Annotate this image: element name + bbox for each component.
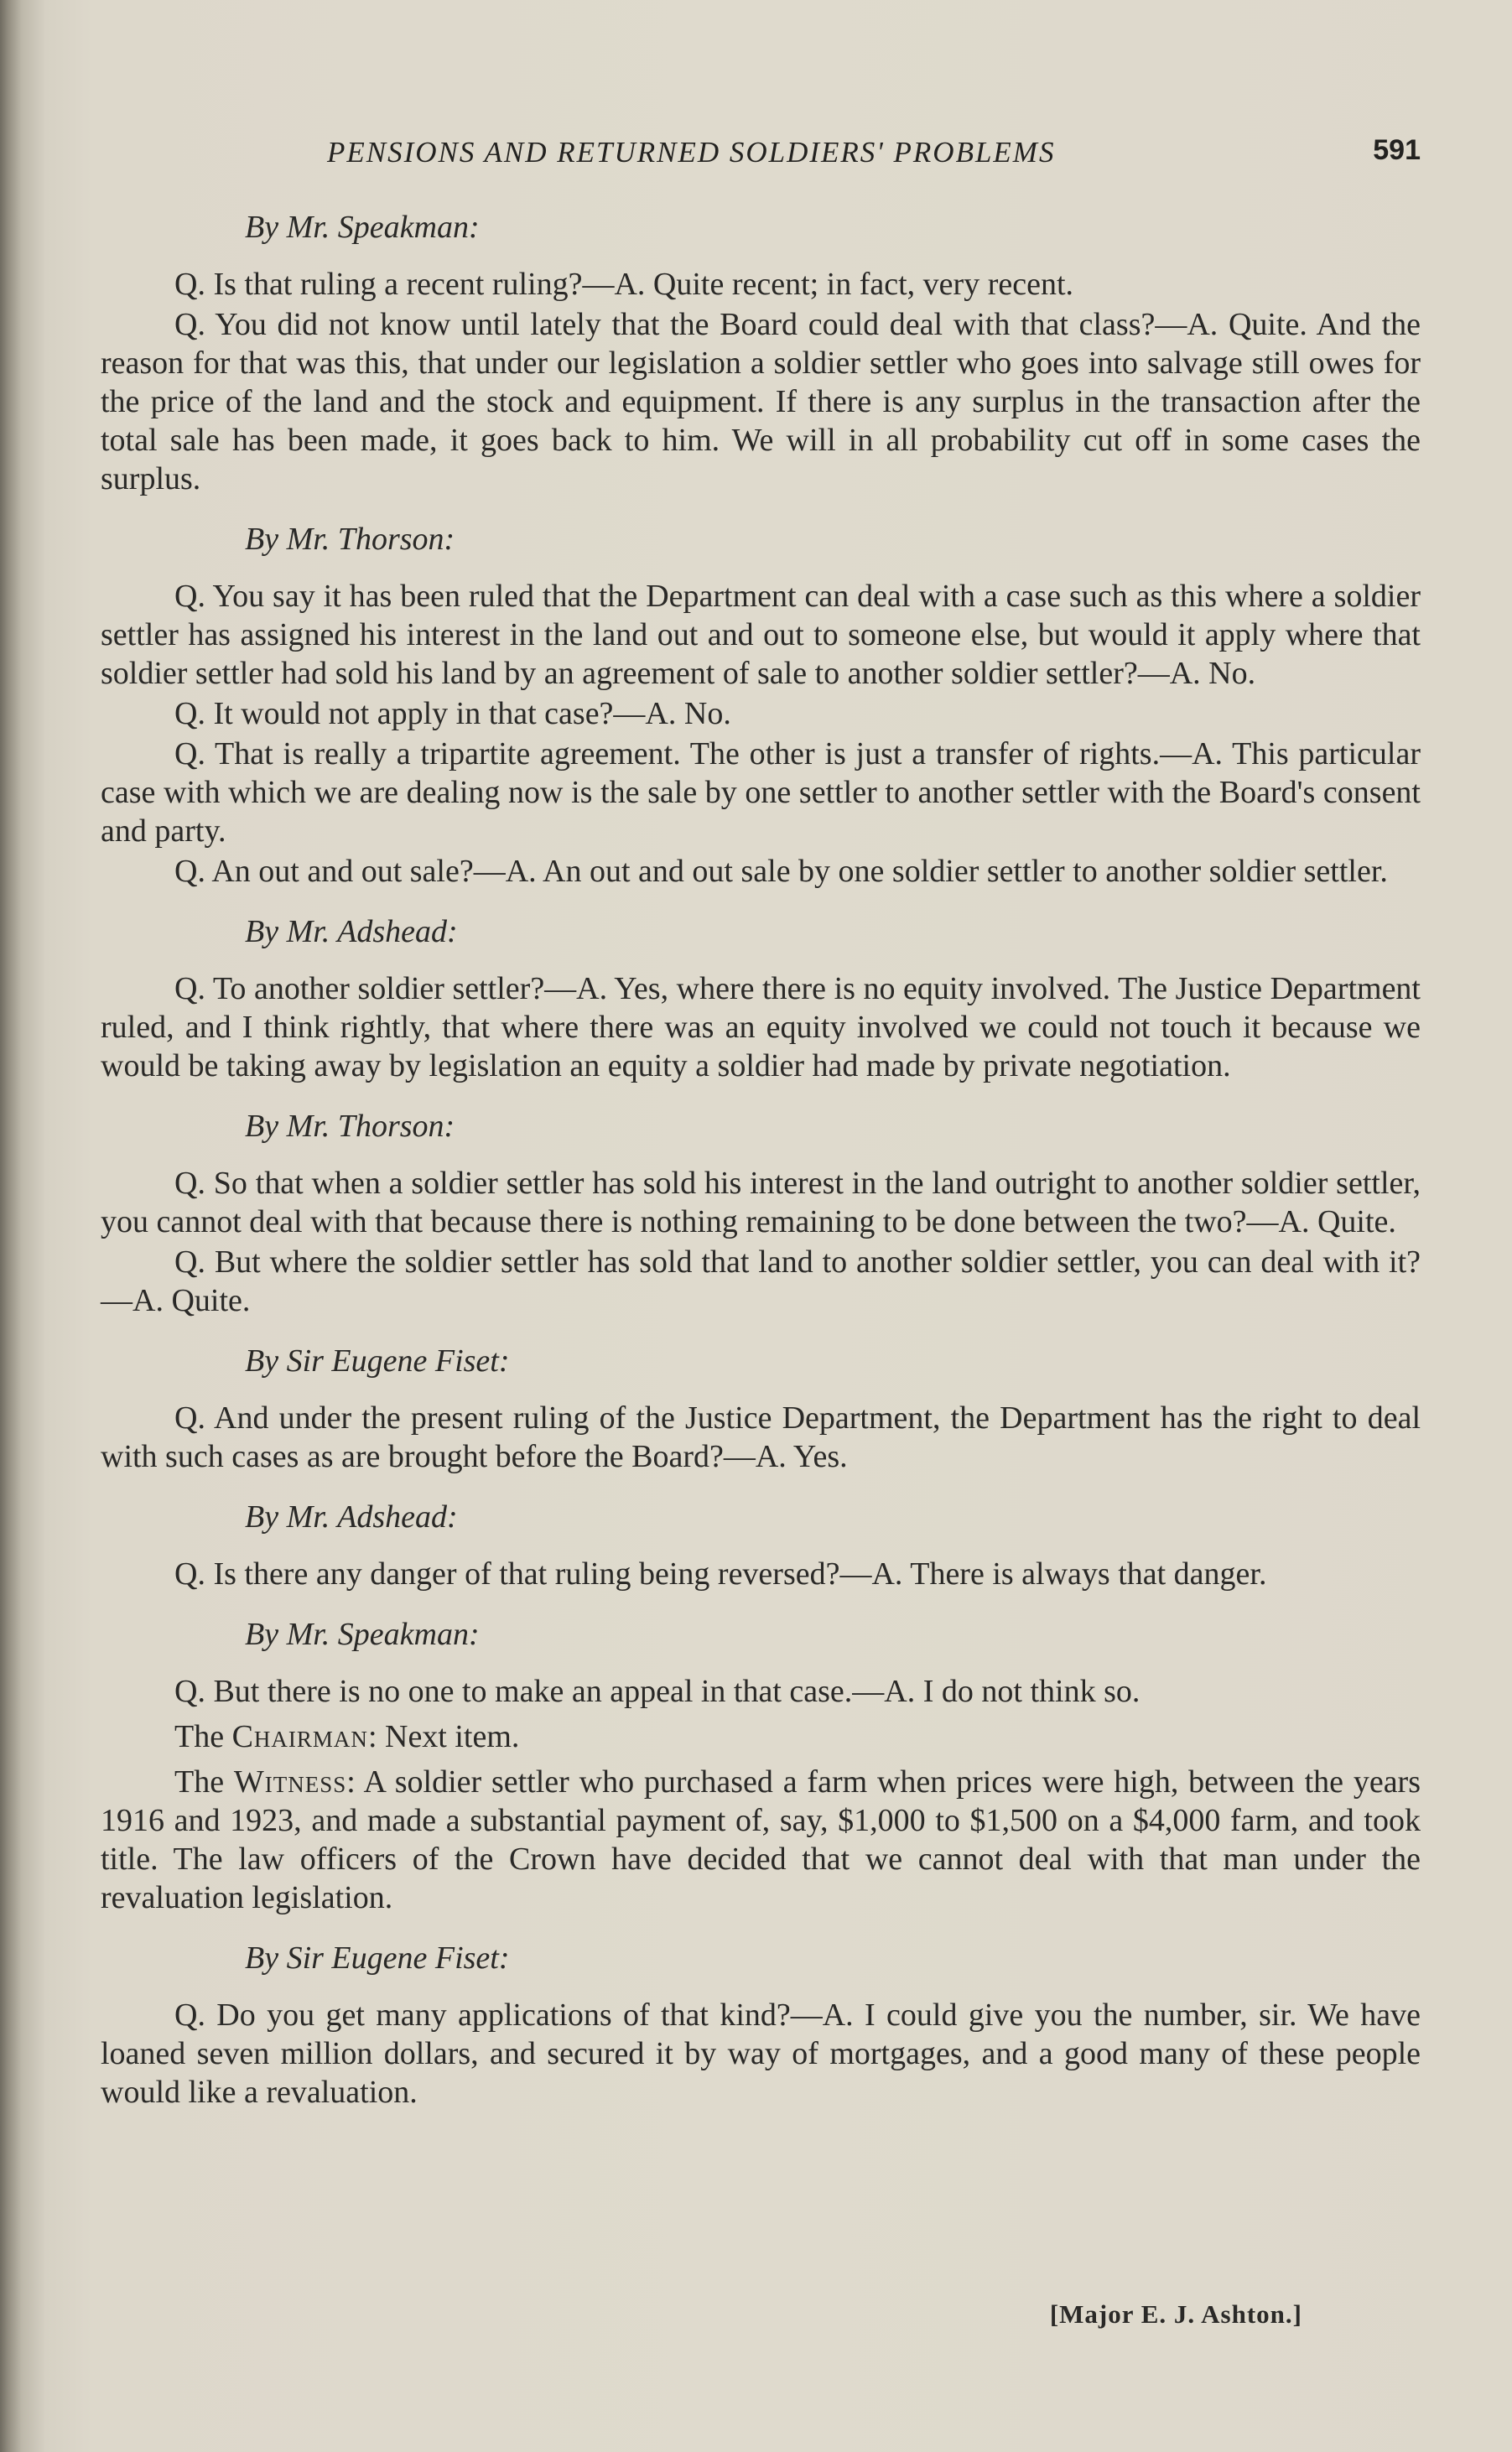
paragraph: Q. You say it has been ruled that the Department can deal with a case such as this where a soldier settler has assigned his interest in the land out and out to someone else, but would it apply where that soldier settler had sold his land by an agreement of sale to another soldier settler?—A. No.	[101, 579, 1421, 691]
section-8	[101, 1939, 1421, 2112]
paragraph: Q. But where the soldier settler has sold that land to another soldier settler, you can deal with it?—A. Quite.	[101, 1244, 1421, 1318]
speaker-heading: By Mr. Thorson:	[245, 522, 455, 557]
chairman-statement	[101, 1717, 1421, 1756]
paragraph: Q. You did not know until lately that the Board could deal with that class?—A. Quite. And the reason for that was this, that under our legislation a soldier settler who goes into salvage still owes for the price of the land and the stock and equipment. If there is any surplus in the transaction after the total sale has been made, it goes back to him. We will in all probability cut off in some cases the surplus.	[101, 307, 1421, 496]
paragraph: Q. An out and out sale?—A. An out and out sale by one soldier settler to another soldier settler.	[174, 854, 1388, 889]
paragraph: Q. Is there any danger of that ruling being reversed?—A. There is always that danger.	[174, 1556, 1267, 1592]
speaker-heading: By Mr. Speakman:	[245, 210, 480, 245]
paragraph: Q. It would not apply in that case?—A. No.	[174, 696, 731, 731]
running-head-title: PENSIONS AND RETURNED SOLDIERS' PROBLEMS	[327, 136, 1056, 169]
speaker-heading: By Mr. Speakman:	[245, 1617, 480, 1652]
paragraph: Q. Is that ruling a recent ruling?—A. Quite recent; in fact, very recent.	[174, 267, 1074, 302]
witness-prefix: The	[174, 1764, 225, 1800]
speaker-heading: By Sir Eugene Fiset:	[245, 1940, 510, 1976]
page-number: 591	[1373, 134, 1421, 166]
witness-statement	[101, 1763, 1421, 1917]
section-2	[101, 520, 1421, 891]
paragraph: Q. But there is no one to make an appeal in that case.—A. I do not think so.	[174, 1674, 1140, 1709]
chairman-prefix: The	[174, 1719, 225, 1754]
section-3	[101, 912, 1421, 1085]
witness-signature: [Major E. J. Ashton.]	[1049, 2299, 1302, 2329]
paragraph: Q. And under the present ruling of the Justice Department, the Department has the right to deal with such cases as are brought before the Board?—A. Yes.	[101, 1400, 1421, 1474]
running-head	[101, 136, 1421, 176]
witness-text: : A soldier settler who purchased a farm when prices were high, between the years 1916 and 1923, and made a substantial payment of, say, $1,000 to $1,500 on a $4,000 farm, and took title. The law officers of the Crown have decided that we cannot deal with that man under the revaluation legislation.	[101, 1764, 1421, 1915]
document-body	[101, 208, 1421, 2133]
paragraph: Q. Do you get many applications of that kind?—A. I could give you the number, sir. We have loaned seven million dollars, and secured it by way of mortgages, and a good many of these people would like a revaluation.	[101, 1997, 1421, 2110]
paragraph: Q. So that when a soldier settler has sold his interest in the land outright to another soldier settler, you cannot deal with that because there is nothing remaining to be done between the two?—A. Quite.	[101, 1166, 1421, 1239]
section-1	[101, 208, 1421, 498]
paragraph: Q. To another soldier settler?—A. Yes, where there is no equity involved. The Justice Department ruled, and I think rightly, that where there was an equity involved we could not touch it because we would be taking away by legislation an equity a soldier had made by private negotiation.	[101, 971, 1421, 1083]
section-4	[101, 1107, 1421, 1320]
speaker-heading: By Sir Eugene Fiset:	[245, 1343, 510, 1379]
chairman-name: Chairman	[231, 1719, 368, 1754]
section-6	[101, 1498, 1421, 1593]
speaker-heading: By Mr. Adshead:	[245, 1499, 458, 1535]
section-5	[101, 1342, 1421, 1476]
chairman-text: : Next item.	[367, 1719, 520, 1754]
paragraph: Q. That is really a tripartite agreement. The other is just a transfer of rights.—A. This particular case with which we are dealing now is the sale by one settler to another settler with the Board's consent and party.	[101, 736, 1421, 849]
speaker-heading: By Mr. Adshead:	[245, 914, 458, 949]
witness-name: Witness	[233, 1764, 347, 1800]
speaker-heading: By Mr. Thorson:	[245, 1109, 455, 1144]
section-7	[101, 1615, 1421, 1917]
